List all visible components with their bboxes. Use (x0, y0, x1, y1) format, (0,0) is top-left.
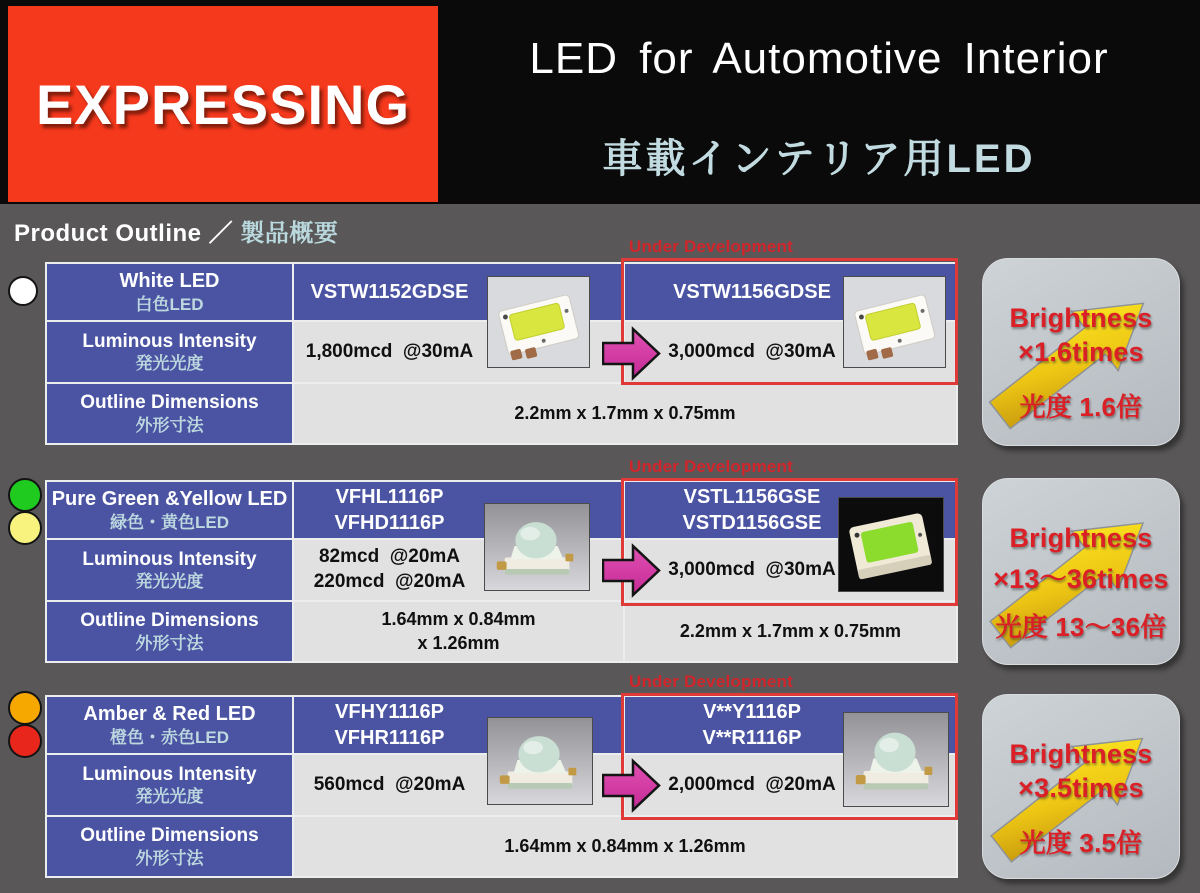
badge-multiplier-ja: 光度 3.5倍 (1019, 828, 1143, 858)
badge-multiplier-ja: 光度 1.6倍 (1019, 392, 1143, 422)
current-part-number-cell: VFHY1116P VFHR1116P (294, 697, 623, 753)
slide-title-ja: 車載インテリア用LED (602, 137, 1036, 181)
developing-intensity-cell: 2,000mcd @20mA (625, 755, 956, 815)
luminous-intensity-label-cell: Luminous Intensity 発光光度 (47, 755, 292, 815)
badge-brightness-label: Brightness (1009, 523, 1153, 553)
section-title-ja: 製品概要 (240, 220, 339, 247)
expressing-logo: EXPRESSING (35, 72, 411, 136)
badge-multiplier-ja: 光度 13～36倍 (995, 612, 1167, 642)
header-titles (438, 0, 1200, 204)
developing-intensity-cell: 3,000mcd @30mA (625, 540, 956, 600)
product-name-cell: Amber & Red LED 橙色・赤色LED (47, 697, 292, 753)
expressing-logo-box (8, 6, 438, 202)
current-intensity-cell: 560mcd @20mA (294, 755, 623, 815)
header (0, 0, 1200, 204)
section-title (14, 213, 338, 248)
red-indicator-circle (8, 724, 42, 758)
developing-part-number-cell: VSTW1156GDSE (625, 264, 956, 320)
white-led-developing-photo (843, 276, 946, 368)
slide-title-en: LED for Automotive Interior (529, 34, 1109, 83)
current-dimensions-cell: 1.64mm x 0.84mm x 1.26mm (294, 602, 623, 661)
green-indicator-circle (8, 478, 42, 512)
outline-dimensions-label-cell: Outline Dimensions 外形寸法 (47, 384, 292, 443)
developing-part-number-cell: V**Y1116P V**R1116P (625, 697, 956, 753)
brightness-badge-white (982, 258, 1180, 446)
brightness-badge-amber-red (982, 694, 1180, 879)
white-led-current-photo (487, 276, 590, 368)
badge-multiplier-en: ×13～36times (993, 564, 1169, 594)
under-development-label: Under Development (629, 672, 793, 691)
section-title-divider: ／ (201, 220, 241, 247)
under-development-label: Under Development (629, 237, 793, 256)
product-name-cell: Pure Green &Yellow LED 緑色・黄色LED (47, 482, 292, 538)
current-intensity-cell: 1,800mcd @30mA (294, 322, 623, 382)
brightness-badge-green-yellow (982, 478, 1180, 665)
developing-part-number-cell: VSTL1156GSE VSTD1156GSE (625, 482, 956, 538)
developing-intensity-cell: 3,000mcd @30mA (625, 322, 956, 382)
luminous-intensity-label-cell: Luminous Intensity 発光光度 (47, 322, 292, 382)
yellow-indicator-circle (8, 511, 42, 545)
current-intensity-cell: 82mcd @20mA 220mcd @20mA (294, 540, 623, 600)
green-yellow-led-current-photo (484, 503, 590, 591)
dimensions-cell: 1.64mm x 0.84mm x 1.26mm (294, 817, 956, 876)
outline-dimensions-label-cell: Outline Dimensions 外形寸法 (47, 602, 292, 661)
amber-red-led-current-photo (487, 717, 593, 805)
white-indicator-circle (8, 276, 38, 306)
luminous-intensity-label-cell: Luminous Intensity 発光光度 (47, 540, 292, 600)
upgrade-arrow-icon (602, 325, 662, 382)
badge-brightness-label: Brightness (1009, 739, 1153, 769)
current-part-number-cell: VSTW1152GDSE (294, 264, 623, 320)
section-title-en: Product Outline (14, 220, 202, 247)
developing-dimensions-cell: 2.2mm x 1.7mm x 0.75mm (625, 602, 956, 661)
badge-multiplier-en: ×3.5times (1018, 773, 1144, 803)
dimensions-cell: 2.2mm x 1.7mm x 0.75mm (294, 384, 956, 443)
green-led-developing-photo (838, 497, 944, 592)
amber-red-led-developing-photo (843, 712, 949, 807)
amber-indicator-circle (8, 691, 42, 725)
under-development-label: Under Development (629, 457, 793, 476)
outline-dimensions-label-cell: Outline Dimensions 外形寸法 (47, 817, 292, 876)
product-name-cell: White LED 白色LED (47, 264, 292, 320)
badge-brightness-label: Brightness (1009, 303, 1153, 333)
current-part-number-cell: VFHL1116P VFHD1116P (294, 482, 623, 538)
upgrade-arrow-icon (602, 757, 662, 814)
upgrade-arrow-icon (602, 542, 662, 599)
badge-multiplier-en: ×1.6times (1018, 337, 1144, 367)
